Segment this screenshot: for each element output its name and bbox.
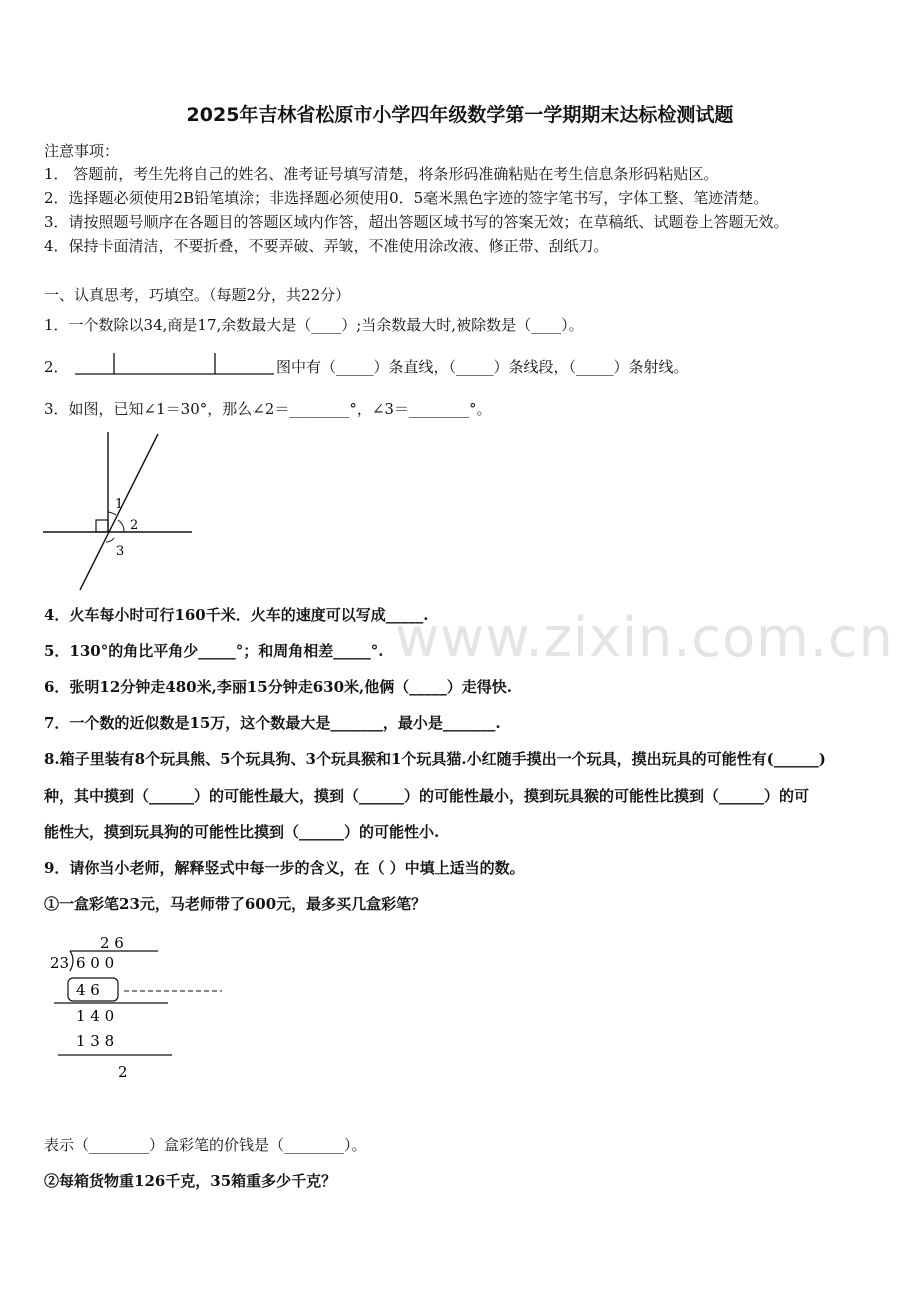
question-2-figure bbox=[74, 350, 276, 378]
division-quotient: 2 6 bbox=[100, 934, 124, 952]
right-angle-mark bbox=[96, 520, 108, 532]
question-5: 5．130°的角比平角少_____°；和周角相差_____°. bbox=[44, 642, 384, 660]
angle-2-label: 2 bbox=[130, 518, 139, 533]
division-divisor: 23 bbox=[50, 954, 70, 972]
page-title: 2025年吉林省松原市小学四年级数学第一学期期末达标检测试题 bbox=[186, 104, 734, 126]
question-9-sub-2: ②每箱货物重126千克，35箱重多少千克？ bbox=[44, 1172, 337, 1190]
angle-figure bbox=[40, 428, 200, 596]
question-2-text: 图中有（_____）条直线，（_____）条线段，（_____）条射线。 bbox=[276, 358, 689, 376]
question-8-line-1: 8.箱子里装有8个玩具熊、5个玩具狗、3个玩具猴和1个玩具猫.小红随手摸出一个玩具，摸出玩具的可能性有(______) bbox=[44, 750, 826, 768]
question-9-sub-1: ①一盒彩笔23元，马老师带了600元，最多买几盒彩笔？ bbox=[44, 895, 427, 913]
question-4: 4．火车每小时可行160千米．火车的速度可以写成_____. bbox=[44, 606, 429, 624]
notice-item-4: 4．保持卡面清洁，不要折叠，不要弄破、弄皱，不准使用涂改液、修正带、刮纸刀。 bbox=[44, 237, 609, 255]
angle-1-label: 1 bbox=[115, 497, 124, 512]
angle-1-arc bbox=[108, 512, 116, 515]
notice-item-3: 3．请按照题号顺序在各题目的答题区域内作答，超出答题区域书写的答案无效；在草稿纸、试题卷上答题无效。 bbox=[44, 213, 789, 231]
question-9: 9．请你当小老师，解释竖式中每一步的含义，在（ ）中填上适当的数。 bbox=[44, 859, 525, 877]
notice-item-2: 2．选择题必须使用2B铅笔填涂；非选择题必须使用0．5毫米黑色字迹的签字笔书写，字体工整、笔迹清楚。 bbox=[44, 189, 769, 207]
watermark: www.zixin.com.cn bbox=[395, 606, 894, 669]
question-1: 1．一个数除以34,商是17,余数最大是（____）;当余数最大时,被除数是（____）。 bbox=[44, 316, 584, 334]
division-bracket bbox=[70, 951, 73, 971]
long-division bbox=[44, 928, 234, 1088]
division-remainder: 2 bbox=[118, 1063, 128, 1081]
section-heading: 一、认真思考，巧填空。（每题2分，共22分） bbox=[44, 286, 351, 304]
angle-2-arc bbox=[118, 520, 124, 532]
slanted-line bbox=[80, 434, 158, 590]
question-6: 6．张明12分钟走480米,李丽15分钟走630米,他俩（_____）走得快. bbox=[44, 678, 512, 696]
angle-3-arc bbox=[106, 538, 114, 542]
question-9-explanation: 表示（________）盒彩笔的价钱是（________）。 bbox=[44, 1136, 367, 1154]
division-step-2: 1 4 0 bbox=[76, 1007, 115, 1025]
question-8-line-2: 种，其中摸到（______）的可能性最大，摸到（______）的可能性最小，摸到玩具猴的可能性比摸到（______）的可 bbox=[44, 787, 810, 805]
question-2-number: 2． bbox=[44, 358, 69, 376]
question-8-line-3: 能性大，摸到玩具狗的可能性比摸到（______）的可能性小. bbox=[44, 823, 440, 841]
division-step-3: 1 3 8 bbox=[76, 1032, 115, 1050]
question-7: 7．一个数的近似数是15万，这个数最大是_______，最小是_______. bbox=[44, 714, 501, 732]
question-3: 3．如图，已知∠1＝30°，那么∠2＝________°，∠3＝________°。 bbox=[44, 400, 492, 418]
division-step-1: 4 6 bbox=[76, 981, 100, 999]
angle-3-label: 3 bbox=[116, 544, 125, 559]
notice-item-1: 1． 答题前，考生先将自己的姓名、准考证号填写清楚，将条形码准确粘贴在考生信息条形码粘贴区。 bbox=[44, 165, 719, 183]
notice-heading: 注意事项： bbox=[44, 142, 120, 160]
division-dividend: 6 0 0 bbox=[76, 954, 115, 972]
